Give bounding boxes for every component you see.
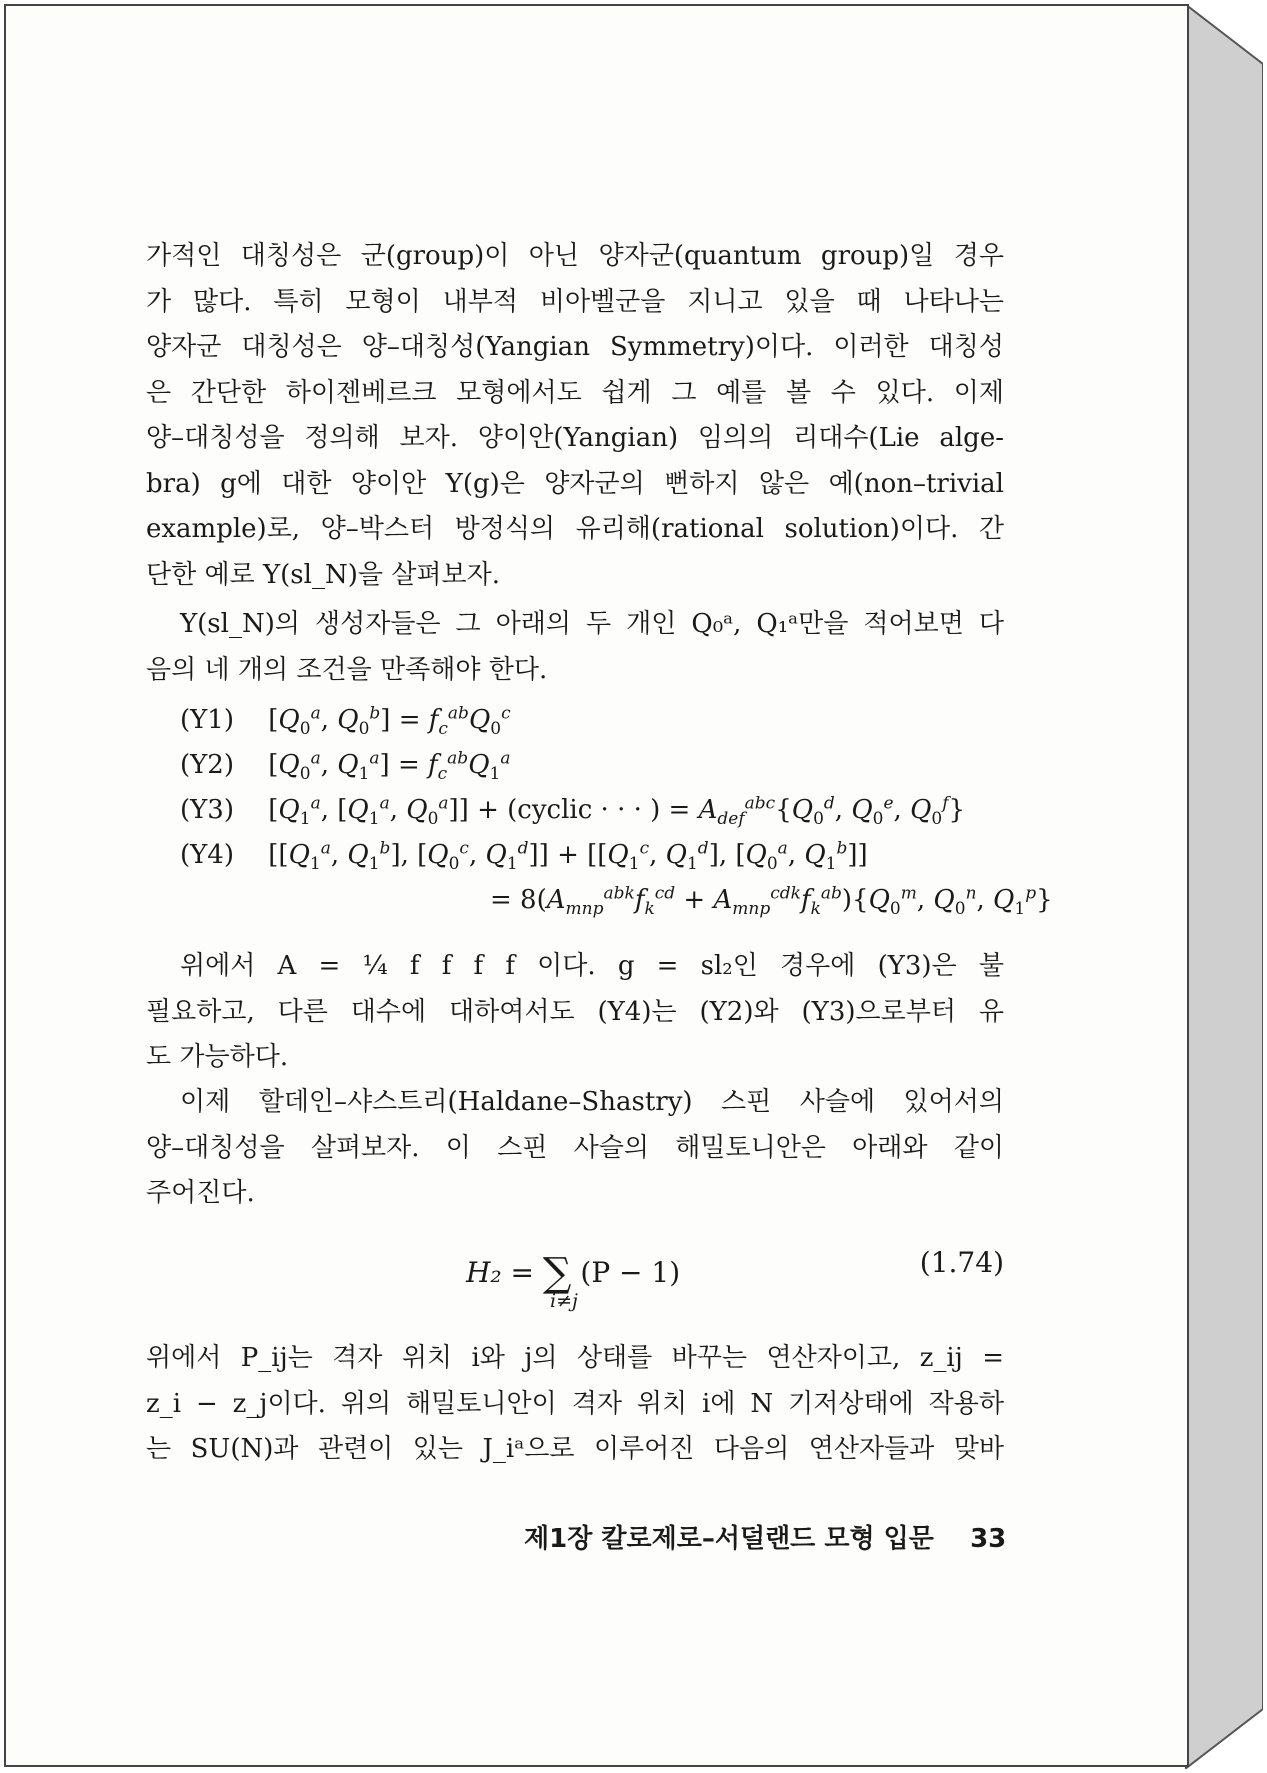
page-footer xyxy=(524,1518,1007,1555)
text-line: 양자군 대칭성은 양–대칭성(Yangian Symmetry)이다. 이러한 대칭성 xyxy=(146,332,1004,362)
relation-y3: (Y3) [$Q_1^a$, [$Q_1^a$, $Q_0^a$]] + (cyclic · · · ) = $A_{def}^{abc}\{Q_0^d$, $Q_0^e$, $Q_0^f$} xyxy=(180,788,1000,833)
hamiltonian-equation xyxy=(146,1238,1004,1328)
relation-y4: (Y4) [[$Q_1^a$, $Q_1^b$], [$Q_0^c$, $Q_1^d]] + [[Q_1^c$, $Q_1^d$], [$Q_0^a$, $Q_1^b$]] xyxy=(180,833,1000,878)
equation-lhs: H₂ = xyxy=(466,1256,535,1289)
relation-y1: (Y1) [$Q_0^a$, $Q_0^b] = f_c^{ab}Q_0^c$ xyxy=(180,698,1000,743)
text-line: 양–대칭성을 정의해 보자. 양이안(Yangian) 임의의 리대수(Lie alge- xyxy=(146,423,1004,453)
book-side-edge xyxy=(1185,4,1263,1769)
paragraph-haldane-shastry xyxy=(146,1080,1004,1217)
text-line: example)로, 양–박스터 방정식의 유리해(rational solution)이다. 간 xyxy=(146,514,1004,544)
relation-y4-continued: = $8(A_{mnp}^{abk}f_k^{cd} + A_{mnp}^{cdk}f_k^{ab})\{Q_0^m$, $Q_0^n$, $Q_1^p$} xyxy=(490,883,1053,920)
text-line: 주어진다. xyxy=(146,1178,255,1208)
paragraph-operators xyxy=(146,1336,1004,1473)
text-line: 이제 할데인–샤스트리(Haldane–Shastry) 스핀 사슬에 있어서의 xyxy=(180,1087,1004,1117)
equation-label: (Y2) xyxy=(180,750,234,780)
equation-number: (1.74) xyxy=(919,1246,1004,1279)
text-line: 가 많다. 특히 모형이 내부적 비아벨군을 지니고 있을 때 나타나는 xyxy=(146,286,1004,317)
text-line: z_i − z_j이다. 위의 해밀토니안이 격자 위치 i에 N 기저상태에 작용하 xyxy=(146,1388,1004,1419)
equation-body xyxy=(466,1246,681,1296)
text-line: 위에서 A = ¼ f f f f 이다. g = sl₂인 경우에 (Y3)은 불 xyxy=(180,951,1004,981)
text-line: 가적인 대칭성은 군(group)이 아닌 양자군(quantum group)일 경우 xyxy=(146,241,1004,271)
text-line: 은 간단한 하이젠베르크 모형에서도 쉽게 그 예를 볼 수 있다. 이제 xyxy=(146,377,1004,408)
equation-rhs: (P − 1) xyxy=(580,1256,681,1289)
text-line: bra) g에 대한 양이안 Y(g)은 양자군의 뻔하지 않은 예(non–trivial xyxy=(146,468,1004,499)
paragraph-yangian-intro xyxy=(146,234,1004,598)
relation-y2: (Y2) [$Q_0^a$, $Q_1^a] = f_c^{ab}Q_1^a$ xyxy=(180,743,1000,788)
paragraph-generators xyxy=(146,602,1004,693)
paragraph-definition-a xyxy=(146,944,1004,1081)
sum-index: i≠j xyxy=(550,1290,578,1312)
chapter-title: 제1장 칼로제로–서덜랜드 모형 입문 xyxy=(524,1524,934,1554)
sum-symbol: ∑ xyxy=(542,1250,572,1296)
text-line: 는 SU(N)과 관련이 있는 J_iᵃ으로 이루어진 다음의 연산자들과 맞바 xyxy=(146,1434,1004,1464)
equation-label: (Y3) xyxy=(180,795,234,825)
equation-label: (Y4) xyxy=(180,840,234,870)
text-line: 음의 네 개의 조건을 만족해야 한다. xyxy=(146,654,548,685)
text-line: 양–대칭성을 살펴보자. 이 스핀 사슬의 해밀토니안은 아래와 같이 xyxy=(146,1132,1004,1163)
page-number: 33 xyxy=(970,1524,1007,1554)
yangian-relations xyxy=(180,698,1053,923)
equation-label: (Y1) xyxy=(180,705,234,735)
text-line: 도 가능하다. xyxy=(146,1042,289,1072)
text-line: 단한 예로 Y(sl_N)을 살펴보자. xyxy=(146,559,500,590)
text-line: 위에서 P_ij는 격자 위치 i와 j의 상태를 바꾸는 연산자이고, z_ij = xyxy=(146,1343,1004,1373)
text-line: 필요하고, 다른 대수에 대하여서도 (Y4)는 (Y2)와 (Y3)으로부터 유 xyxy=(146,996,1004,1027)
text-line: Y(sl_N)의 생성자들은 그 아래의 두 개인 Q₀ᵃ, Q₁ᵃ만을 적어보면 다 xyxy=(180,609,1004,639)
cyclic-text: cyclic xyxy=(517,795,593,825)
